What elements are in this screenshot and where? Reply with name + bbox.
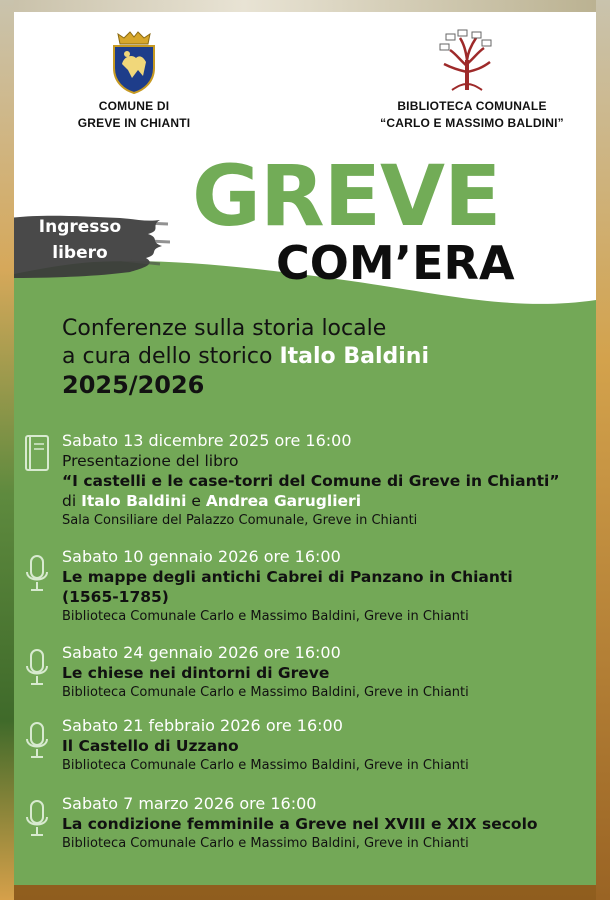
biblioteca-tree-logo [434, 26, 500, 92]
event-title: La condizione femminile a Greve nel XVIII e XIX secolo [62, 815, 538, 833]
poster-title: GREVE [192, 147, 501, 245]
season-year: 2025/2026 [62, 371, 205, 399]
historian-name: Italo Baldini [279, 344, 429, 369]
event-item [62, 793, 596, 853]
event-item [62, 642, 596, 702]
intro-line-1: Conferenze sulla storia locale [62, 316, 387, 341]
book-icon [22, 434, 52, 474]
intro-prefix: a cura dello storico [62, 344, 280, 369]
event-item [62, 715, 596, 775]
event-place: Biblioteca Comunale Carlo e Massimo Baldini, Greve in Chianti [62, 758, 469, 773]
free-entry-line-1: Ingresso [38, 217, 122, 237]
photo-frame-right [596, 0, 610, 900]
event-place: Biblioteca Comunale Carlo e Massimo Baldini, Greve in Chianti [62, 836, 469, 851]
event-place: Sala Consiliare del Palazzo Comunale, Greve in Chianti [62, 513, 418, 528]
event-poster [14, 12, 596, 885]
free-entry-badge [20, 212, 140, 266]
conference-intro [62, 315, 582, 399]
event-title: Il Castello di Uzzano [62, 737, 239, 755]
comune-coat-of-arms-logo [110, 28, 158, 94]
event-title-line-1: Le mappe degli antichi Cabrei di Panzano in Chianti [62, 568, 513, 586]
biblioteca-line-1: BIBLIOTECA COMUNALE [397, 99, 547, 113]
biblioteca-label [372, 98, 572, 132]
microphone-icon [22, 721, 52, 761]
event-date: Sabato 24 gennaio 2026 ore 16:00 [62, 643, 341, 662]
event-place: Biblioteca Comunale Carlo e Massimo Baldini, Greve in Chianti [62, 685, 469, 700]
author-2: Andrea Garuglieri [205, 492, 362, 510]
comune-label [54, 98, 214, 132]
photo-frame-left [0, 0, 14, 900]
event-item [62, 430, 596, 530]
intro-line-2 [62, 343, 582, 371]
authors-join: e [186, 492, 206, 510]
microphone-icon [22, 554, 52, 594]
biblioteca-line-2: “CARLO E MASSIMO BALDINI” [380, 116, 564, 130]
comune-line-2: GREVE IN CHIANTI [77, 116, 191, 130]
comune-line-1: COMUNE DI [98, 99, 170, 113]
event-date: Sabato 10 gennaio 2026 ore 16:00 [62, 547, 341, 566]
free-entry-line-2: libero [52, 243, 108, 263]
microphone-icon [22, 648, 52, 688]
event-title-line-2: (1565-1785) [62, 588, 169, 606]
author-1: Italo Baldini [81, 492, 187, 510]
event-authors [62, 491, 596, 511]
event-date: Sabato 7 marzo 2026 ore 16:00 [62, 794, 317, 813]
event-title: “I castelli e le case-torri del Comune di Greve in Chianti” [62, 472, 560, 490]
event-title: Le chiese nei dintorni di Greve [62, 664, 330, 682]
event-pretitle: Presentazione del libro [62, 452, 239, 470]
poster-subtitle: COM’ERA [276, 236, 515, 290]
event-date: Sabato 21 febbraio 2026 ore 16:00 [62, 716, 343, 735]
microphone-icon [22, 799, 52, 839]
event-date: Sabato 13 dicembre 2025 ore 16:00 [62, 431, 352, 450]
event-place: Biblioteca Comunale Carlo e Massimo Baldini, Greve in Chianti [62, 609, 469, 624]
event-item [62, 546, 596, 626]
authors-prefix: di [62, 492, 82, 510]
